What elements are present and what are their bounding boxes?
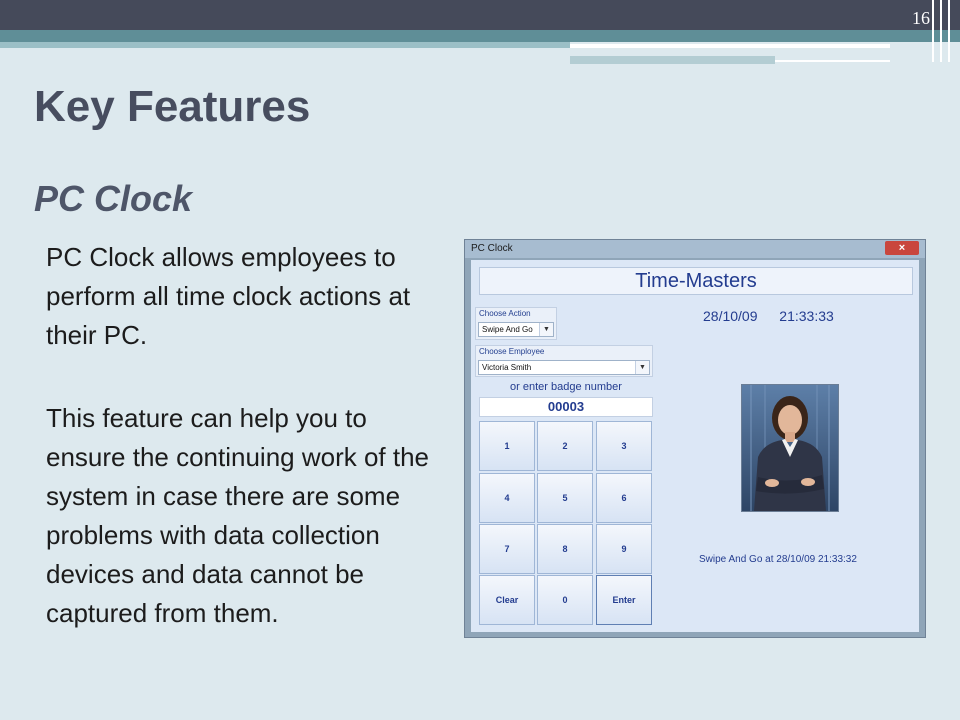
badge-number-input[interactable]: 00003 [479, 397, 653, 417]
page-number: 16 [912, 8, 930, 28]
pc-clock-window [464, 239, 926, 638]
app-header: Time-Masters [479, 267, 913, 295]
keypad-key-3[interactable]: 3 [596, 421, 652, 471]
decor-stripe [775, 60, 890, 62]
chevron-down-icon[interactable]: ▼ [635, 361, 649, 374]
choose-action-select[interactable] [478, 322, 554, 337]
keypad-enter-button[interactable]: Enter [596, 575, 652, 625]
window-title: PC Clock [471, 243, 513, 254]
keypad-key-8[interactable]: 8 [537, 524, 593, 574]
choose-employee-select[interactable] [478, 360, 650, 375]
decor-stripe [570, 44, 890, 48]
choose-employee-value: Victoria Smith [482, 363, 532, 372]
date-display: 28/10/09 [703, 308, 758, 324]
badge-prompt: or enter badge number [510, 381, 622, 393]
keypad-key-9[interactable]: 9 [596, 524, 652, 574]
employee-photo-image [742, 385, 838, 511]
window-content [471, 260, 919, 632]
keypad-key-4[interactable]: 4 [479, 473, 535, 523]
choose-action-group [475, 307, 557, 340]
choose-employee-group [475, 345, 653, 377]
top-bar [0, 0, 960, 30]
keypad-key-7[interactable]: 7 [479, 524, 535, 574]
decor-line [948, 0, 950, 62]
choose-action-label: Choose Action [479, 309, 531, 318]
decor-line [940, 0, 942, 62]
keypad-key-6[interactable]: 6 [596, 473, 652, 523]
slide-subtitle: PC Clock [34, 178, 193, 219]
slide-title: Key Features [34, 82, 311, 131]
keypad-key-0[interactable]: 0 [537, 575, 593, 625]
decor-line [932, 0, 934, 62]
accent-band-lower [0, 42, 570, 48]
time-display: 21:33:33 [779, 308, 834, 324]
employee-photo [741, 384, 839, 512]
keypad-key-1[interactable]: 1 [479, 421, 535, 471]
choose-action-value: Swipe And Go [482, 325, 533, 334]
body-paragraph: PC Clock allows employees to perform all time clock actions at their PC. [46, 242, 411, 350]
status-message: Swipe And Go at 28/10/09 21:33:32 [699, 554, 857, 565]
close-icon[interactable]: × [885, 241, 919, 255]
chevron-down-icon[interactable]: ▼ [539, 323, 553, 336]
window-titlebar [465, 240, 925, 258]
keypad [479, 421, 655, 627]
body-paragraph: This feature can help you to ensure the continuing work of the system in case there are some problems with data collection devices and data cannot be captured from them. [46, 403, 430, 628]
keypad-key-5[interactable]: 5 [537, 473, 593, 523]
accent-band [0, 30, 960, 42]
keypad-clear-button[interactable]: Clear [479, 575, 535, 625]
keypad-key-2[interactable]: 2 [537, 421, 593, 471]
choose-employee-label: Choose Employee [479, 347, 545, 356]
date-time-display [703, 308, 853, 324]
decor-stripe [570, 56, 775, 64]
